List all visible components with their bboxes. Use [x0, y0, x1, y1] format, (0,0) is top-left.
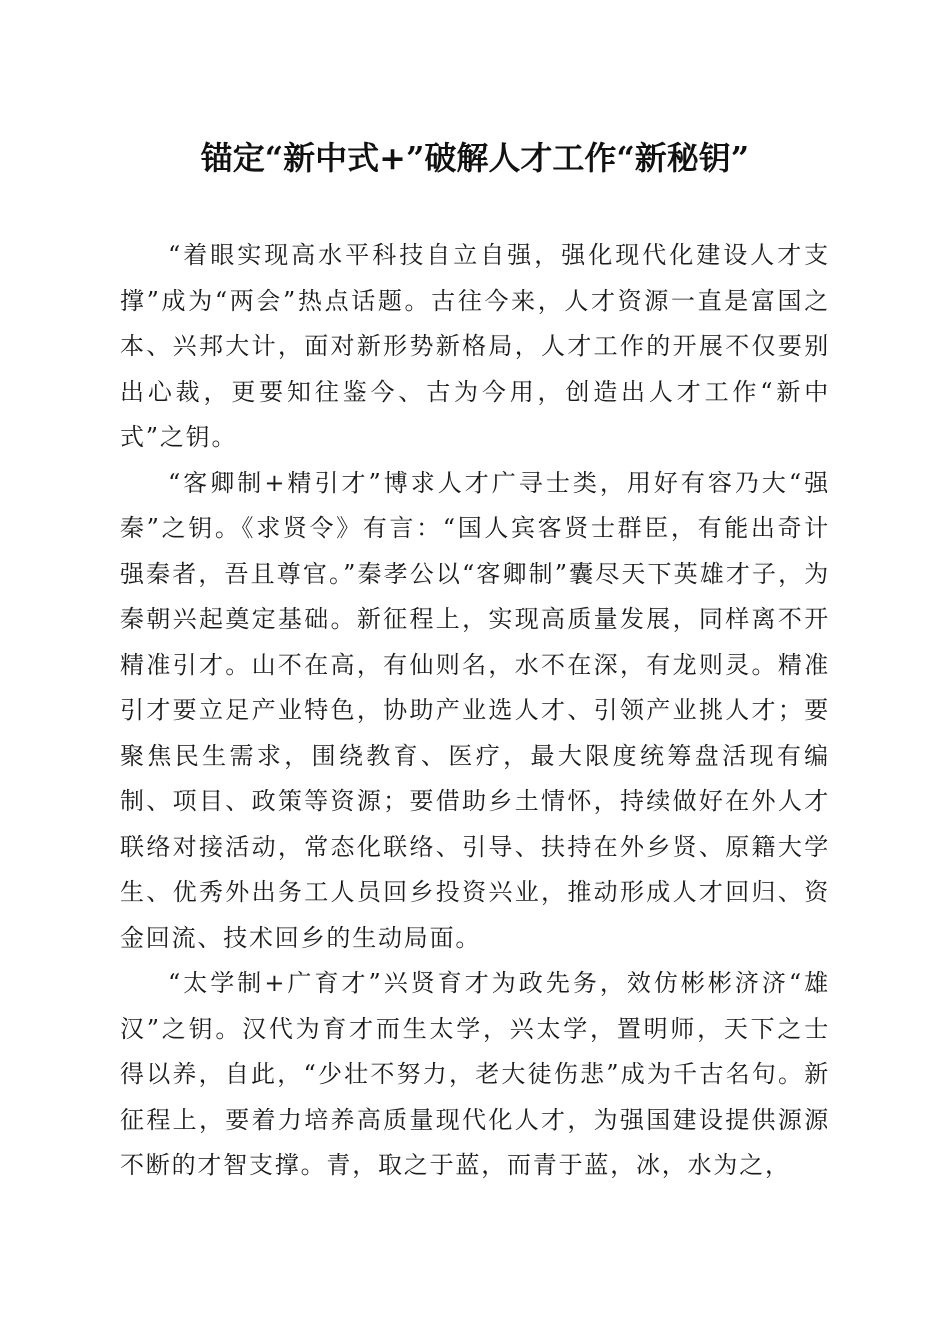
document-body	[120, 233, 830, 1189]
document-title: 锚定“新中式+”破解人才工作“新秘钥”	[200, 139, 750, 177]
paragraph-han-taixue: “太学制+广育才”兴贤育才为政先务，效仿彬彬济济“雄汉”之钥。汉代为育才而生太学，兴太学，置明师，天下之士得以养，自此，“少壮不努力，老大徒伤悲”成为千古名句。新征程上，要着力培养高质量现代化人才，为强国建设提供源源不断的才智支撑。青，取之于蓝，而青于蓝，冰，水为之，	[120, 969, 830, 1179]
paragraph-qin-keqing: “客卿制+精引才”博求人才广寻士类，用好有容乃大“强秦”之钥。《求贤令》有言：“国人宾客贤士群臣，有能出奇计强秦者，吾且尊官。”秦孝公以“客卿制”囊尽天下英雄才子，为秦朝兴起奠定基础。新征程上，实现高质量发展，同样离不开精准引才。山不在高，有仙则名，水不在深，有龙则灵。精准引才要立足产业特色，协助产业选人才、引领产业挑人才；要聚焦民生需求，围绕教育、医疗，最大限度统筹盘活现有编制、项目、政策等资源；要借助乡土情怀，持续做好在外人才联络对接活动，常态化联络、引导、扶持在外乡贤、原籍大学生、优秀外出务工人员回乡投资兴业，推动形成人才回归、资金回流、技术回乡的生动局面。	[120, 468, 830, 952]
paragraph-intro: “着眼实现高水平科技自立自强，强化现代化建设人才支撑”成为“两会”热点话题。古往今来，人才资源一直是富国之本、兴邦大计，面对新形势新格局，人才工作的开展不仅要别出心裁，更要知往鉴今、古为今用，创造出人才工作“新中式”之钥。	[120, 241, 830, 451]
